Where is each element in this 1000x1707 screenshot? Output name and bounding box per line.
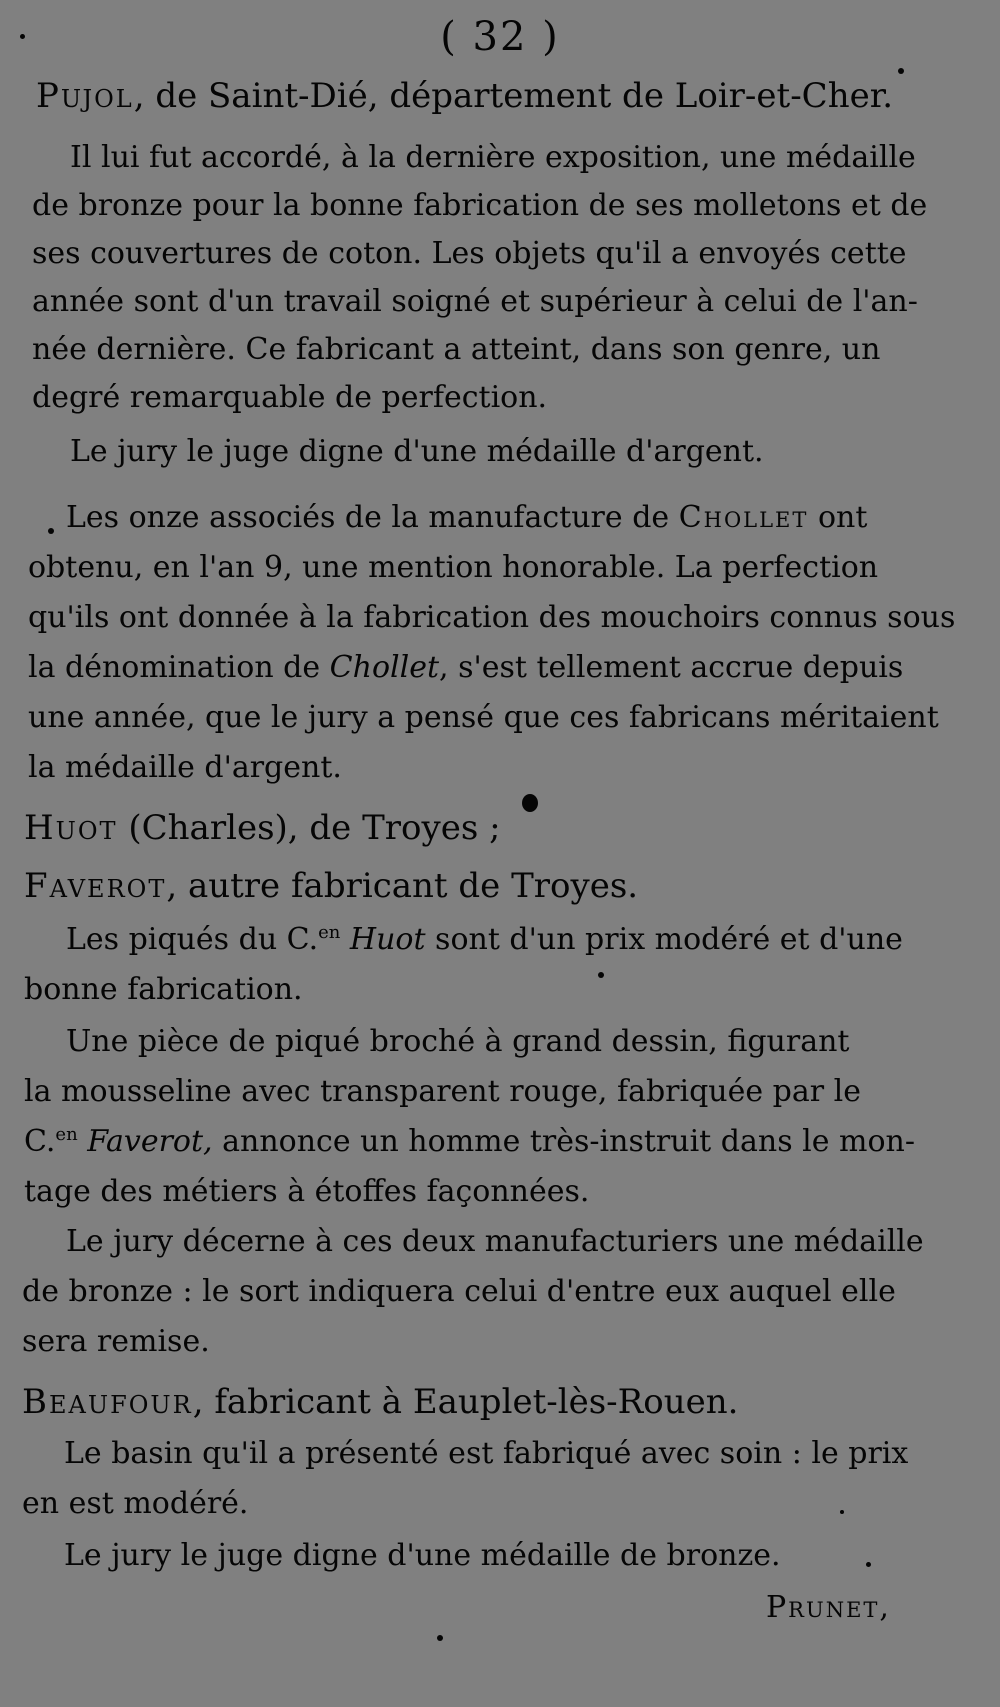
paragraph-line: Le jury décerne à ces deux manufacturiers une médaille [66, 1224, 924, 1259]
paragraph-line: la mousseline avec transparent rouge, fabriquée par le [24, 1074, 861, 1109]
paragraph-line: Il lui fut accordé, à la dernière exposition, une médaille [70, 140, 916, 175]
paragraph-line: Les piqués du C.$^{en}$ Huot sont d'un prix modéré et d'une [66, 922, 903, 957]
catchword: Prunet, [766, 1590, 891, 1625]
paragraph-line: ses couvertures de coton. Les objets qu'il a envoyés cette [32, 236, 907, 271]
page-number: ( 32 ) [440, 14, 560, 60]
paragraph-line: de bronze pour la bonne fabrication de ses molletons et de [32, 188, 928, 223]
entry-heading-huot: Huot (Charles), de Troyes ; [24, 808, 501, 848]
paragraph-line: bonne fabrication. [24, 972, 303, 1007]
paragraph-line: C.$^{en}$ Faverot, annonce un homme très-instruit dans le mon- [24, 1124, 915, 1159]
manufacturer-name: Huot [24, 808, 118, 848]
jury-verdict: Le jury le juge digne d'une médaille de bronze. [64, 1538, 781, 1573]
ink-blot [522, 794, 538, 812]
entry-heading-beaufour: Beaufour, fabricant à Eauplet-lès-Rouen. [22, 1382, 739, 1422]
paragraph-line: tage des métiers à étoffes façonnées. [24, 1174, 590, 1209]
paragraph-line: qu'ils ont donnée à la fabrication des mouchoirs connus sous [28, 600, 956, 635]
paragraph-line: de bronze : le sort indiquera celui d'entre eux auquel elle [22, 1274, 896, 1309]
paragraph-line: la médaille d'argent. [28, 750, 342, 785]
ink-speck [898, 68, 904, 74]
ink-speck [437, 1635, 443, 1641]
paragraph-line: sera remise. [22, 1324, 210, 1359]
paragraph-line: Une pièce de piqué broché à grand dessin, figurant [66, 1024, 850, 1059]
paragraph-line: obtenu, en l'an 9, une mention honorable. La perfection [28, 550, 879, 585]
ink-speck [48, 528, 54, 534]
paragraph-line: Le basin qu'il a présenté est fabriqué avec soin : le prix [64, 1436, 909, 1471]
ink-speck [20, 34, 25, 39]
paragraph-line: la dénomination de Chollet, s'est tellement accrue depuis [28, 650, 904, 685]
paragraph-line: année sont d'un travail soigné et supérieur à celui de l'an- [32, 284, 918, 319]
entry-heading-pujol [36, 76, 893, 116]
paragraph-line: degré remarquable de perfection. [32, 380, 548, 415]
manufacturer-name: Pujol [36, 76, 134, 116]
ink-speck [598, 972, 604, 978]
paragraph-line: en est modéré. [22, 1486, 249, 1521]
heading-location: , de Saint-Dié, département de Loir-et-Cher. [133, 76, 894, 116]
manufacturer-name: Faverot [24, 866, 167, 906]
paragraph-line: Les onze associés de la manufacture de Chollet ont [66, 500, 868, 535]
paragraph-line: une année, que le jury a pensé que ces fabricans méritaient [28, 700, 939, 735]
manufacturer-name: Beaufour [22, 1382, 193, 1422]
paragraph-line: née dernière. Ce fabricant a atteint, dans son genre, un [32, 332, 881, 367]
ink-speck [866, 1562, 871, 1567]
entry-heading-faverot: Faverot, autre fabricant de Troyes. [24, 866, 639, 906]
manufacturer-name: Chollet [678, 500, 809, 535]
jury-verdict: Le jury le juge digne d'une médaille d'argent. [70, 434, 764, 469]
ink-speck [840, 1510, 844, 1514]
